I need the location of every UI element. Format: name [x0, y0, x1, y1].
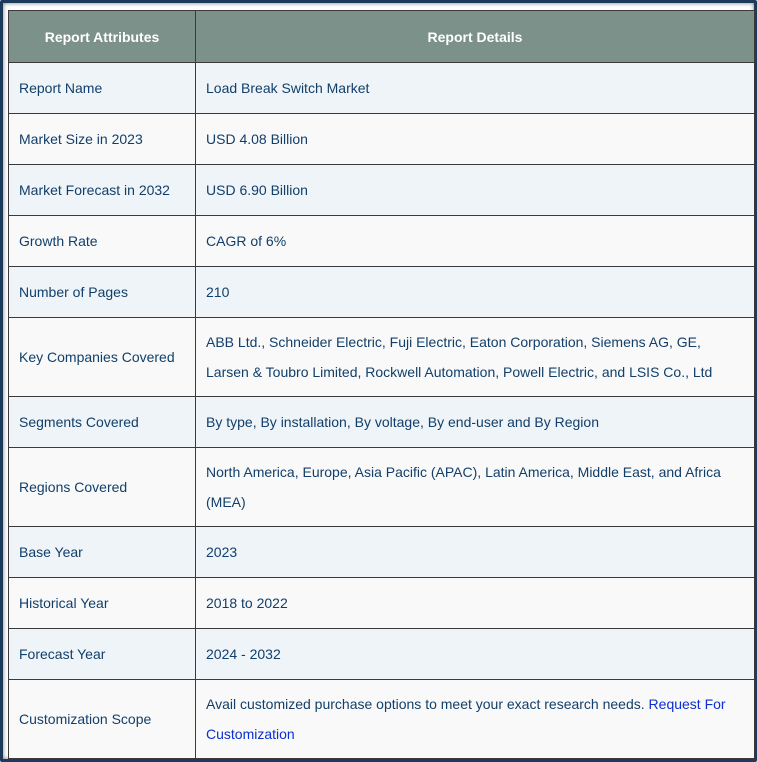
row-attribute: Segments Covered: [9, 397, 196, 448]
row-attribute: Market Size in 2023: [9, 114, 196, 165]
table-row: [9, 216, 755, 267]
row-detail: North America, Europe, Asia Pacific (APAC), Latin America, Middle East, and Africa (MEA): [196, 448, 755, 527]
row-detail: USD 6.90 Billion: [196, 165, 755, 216]
table-row: [9, 527, 755, 578]
row-attribute: Historical Year: [9, 578, 196, 629]
row-attribute: Key Companies Covered: [9, 318, 196, 397]
row-detail: 2023: [196, 527, 755, 578]
row-detail: By type, By installation, By voltage, By end-user and By Region: [196, 397, 755, 448]
table-row: [9, 629, 755, 680]
row-detail: 2018 to 2022: [196, 578, 755, 629]
header-report-attributes: Report Attributes: [9, 11, 196, 63]
row-detail-customization: [196, 680, 755, 759]
row-attribute: Customization Scope: [9, 680, 196, 759]
row-detail: USD 4.08 Billion: [196, 114, 755, 165]
row-attribute: Growth Rate: [9, 216, 196, 267]
row-attribute: Regions Covered: [9, 448, 196, 527]
table-row: [9, 448, 755, 527]
row-detail: ABB Ltd., Schneider Electric, Fuji Electric, Eaton Corporation, Siemens AG, GE, Larsen & Toubro Limited, Rockwell Automation, Powell Electric, and LSIS Co., Ltd: [196, 318, 755, 397]
row-attribute: Report Name: [9, 63, 196, 114]
row-detail: Load Break Switch Market: [196, 63, 755, 114]
table-row: [9, 578, 755, 629]
row-detail: 2024 - 2032: [196, 629, 755, 680]
row-attribute: Forecast Year: [9, 629, 196, 680]
table-row: [9, 680, 755, 759]
row-attribute: Market Forecast in 2032: [9, 165, 196, 216]
table-row: [9, 63, 755, 114]
row-attribute: Number of Pages: [9, 267, 196, 318]
table-row: [9, 165, 755, 216]
table-row: [9, 267, 755, 318]
customization-text: Avail customized purchase options to meet your exact research needs.: [206, 696, 645, 712]
report-details-table: [8, 10, 755, 759]
row-attribute: Base Year: [9, 527, 196, 578]
table-header-row: [9, 11, 755, 63]
table-row: [9, 318, 755, 397]
table-row: [9, 397, 755, 448]
table-row: [9, 114, 755, 165]
request-customization-link[interactable]: Request For Customization: [206, 696, 726, 742]
row-detail: CAGR of 6%: [196, 216, 755, 267]
row-detail: 210: [196, 267, 755, 318]
header-report-details: Report Details: [196, 11, 755, 63]
